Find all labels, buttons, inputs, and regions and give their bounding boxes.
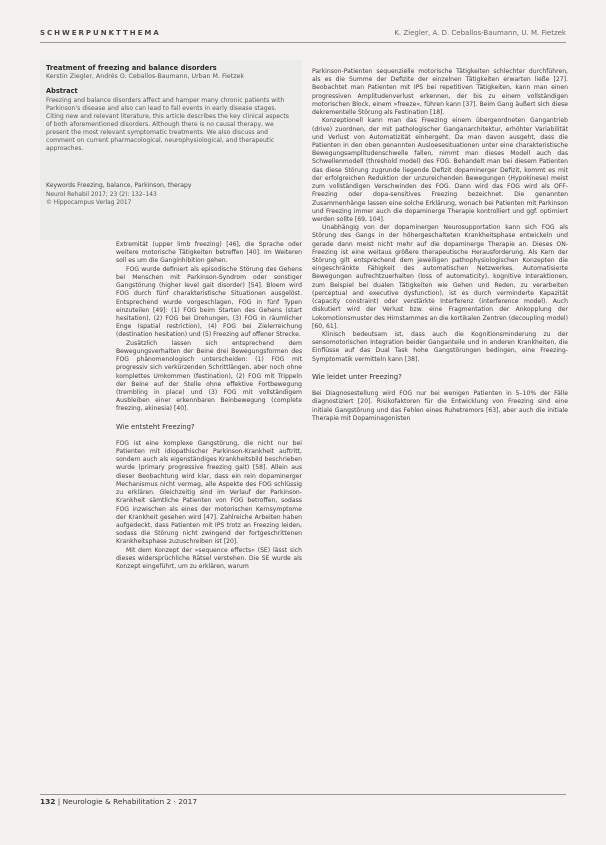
footer-separator: | <box>57 797 63 806</box>
running-header <box>40 27 566 41</box>
header-authors: K. Ziegler, A. D. Ceballos-Baumann, U. M. Fietzek <box>394 29 566 37</box>
paragraph: Mit dem Konzept der »sequence effects« (SE) lässt sich dieses widersprüchliche Rätsel verstehen. Die SE wurde als Konzept eingeführt, um zu erklären, warum <box>116 546 302 571</box>
citation: Neurol Rehabil 2017; 23 (2): 132–143 <box>46 192 157 198</box>
paragraph: Zusätzlich lassen sich entsprechend dem Bewegungsverhalten der Beine drei Bewegungsformen des FOG phänomenologisch unterscheiden: (1) FOG mit progressiv sich verkürzenden Schrittlängen, aber noch ohne komplettes Umkommen (festination), (2) FOG mit Trippeln der Beine auf der Stelle ohne effektive Fortbewegung (trembling in place) und (3) FOG mit vollständigem Ausbleiben einer erkennbaren Beinbewegung (complete freezing, akinesia) [40]. <box>116 339 302 413</box>
header-rule <box>40 42 566 43</box>
journal-name: Neurologie & Rehabilitation 2 · 2017 <box>62 797 198 806</box>
abstract-title: Treatment of freezing and balance disorders <box>46 64 217 72</box>
publisher: © Hippocampus Verlag 2017 <box>46 199 132 206</box>
paragraph: FOG wurde definiert als episodische Störung des Gehens bei Menschen mit Parkinson-Syndrom oder sonstiger Gangstörung (higher level gait disorder) [54]. Bloem wird FOG durch fünf charakteristische Situationen ausgelöst. Entsprechend wurde vorgeschlagen, FOG in fünf Typen einzuteilen [49]: (1) FOG beim Starten des Gehens (start hesitation), (2) FOG bei Drehungen, (3) FOG in räumlicher Enge (spatial restriction), (4) FOG bei Zielerreichung (destination hesitation) und (5) Freezing auf offener Strecke. <box>116 265 302 339</box>
body-column-right <box>312 68 568 423</box>
section-label: SCHWERPUNKTTHEMA <box>40 29 161 37</box>
footer-rule <box>40 794 566 795</box>
section-heading: Wie entsteht Freezing? <box>116 422 195 431</box>
paragraph: Unabhängig von der dopaminergen Neurosupportation kann sich FOG als Störung des Gangs in der höhergeschalteten Krankheitsphase entwickeln und gerade dann meist nicht mehr auf die dopaminerge Therapie an. Dieses ON-Freezing ist eine weitaus größere therapeutische Herausforderung. Als Kern der Störung gilt entsprechend dem jeweiligen pathophysiologischen Konzepten die eingeschränkte Fähigkeit des automatischen Netzwerkes. Automatisierte Bewegungen aufrechtzuerhalten (loss of automaticity), kognitive Interaktionen, zum Beispiel bei dualen Tätigkeiten wie Gehen und Reden, zu verarbeiten (perceptual and executive dysfunction), ist es durch verminderte Kapazität (capacity constraint) oder verstärkte Interferenz (interference model). Auch diskutiert wird der Verlust bzw. eine Fragmentation der Ankopplung der Lokomotionsmuster des Hirnstammes an die kortikalen Zentren (decoupling model) [60, 61]. <box>312 224 568 330</box>
paragraph: Konzeptionell kann man das Freezing einem übergeordneten Gangantrieb (drive) zuordnen, der mit pathologischer Ganganarchitektur, erhöhter Variabilität und Verlust von Automatizität einhergeht. Da man davon ausgeht, dass die Patienten in den oben genannten Ausloesesituationen unter eine charakteristische Bewegungsamplitudenschwelle fallen, nimmt man dieses Modell auch das Schwellenmodell (threshold model) des FOG. Behandelt man bei diesem Patienten das diese Störung zugrunde liegende Defizit dopaminerger Defizit, kommt es mit der erfolgreichen Reduktion der unzureichenden Bewegungen (Hypokinese) meist zum vollständigen Verschwinden des FOG. Dann wird das FOG wird als OFF-Freezing oder dopa-sensitives Freezing bezeichnet. Die genannten Zusammenhänge lassen eine solche Erklärung, wonach bei Patienten mit Parkinson und Freezing immer auch die dopaminerge Therapie kontrolliert und ggf. optimiert werden sollte [69, 104]. <box>312 117 568 223</box>
paragraph: Klinisch bedeutsam ist, dass auch die Kognitionsminderung zu der sensomotorischen Integration beider Ganganteile und in anderen Krankheiten, die Einflüsse auf das Dual Task hohe Gangstörungen bedingen, eine Freezing-Symptomatik vermitteln kann [38]. <box>312 331 568 363</box>
paragraph: Bei Diagnosestellung wird FOG nur bei wenigen Patienten in 5–10% der Fälle diagnostiziert [20]. Risikofaktoren für die Entwicklung von Freezing sind eine initiale Gangstörung und das Fehlen eines Ruhetremors [63], aber auch die initiale Therapie mit Dopaminagonisten <box>312 390 568 422</box>
keywords: Keywords Freezing, balance, Parkinson, therapy <box>46 182 192 189</box>
section-heading: Wie leidet unter Freezing? <box>312 372 402 381</box>
citation-block <box>46 192 296 207</box>
page-footer <box>40 797 197 806</box>
paragraph: Extremität (upper limb freezing) [46], die Sprache oder weitere motorische Tätigkeiten betreffen [40]. Im Weiteren soll es um die Ganginhibition gehen. <box>116 241 302 265</box>
page-number: 132 <box>40 797 56 806</box>
body-column-left <box>116 241 302 571</box>
abstract-heading: Abstract <box>46 87 78 95</box>
abstract-body: Freezing and balance disorders affect and hamper many chronic patients with Parkinson's disease and also can lead to fall events in early disease stages. Citing new and relevant literature, this article describes the key clinical aspects of both aforementioned disorders. Although there is no causal therapy, we present the most relevant symptomatic treatments. We also discuss and comment on current pharmacological, neurophysiological, and therapeutic approaches. <box>46 97 289 152</box>
paragraph: FOG ist eine komplexe Gangstörung, die nicht nur bei Patienten mit idiopathischer Parkinson-Krankheit auftritt, sondern auch als eigenständiges Krankheitsbild beschrieben wurde (primary progressive freezing gait) [58]. Allein aus dieser Beobachtung wird klar, dass ein rein dopaminerger Mechanismus nicht vermag, alle Aspekte des FOG schlüssig zu erklären. Gleichzeitig sind im Verlauf der Parkinson-Krankheit sämtliche Patienten von FOG betroffen, sodass FOG inzwischen als eines der motorischen Kernsymptome der Krankheit gesehen wird [47]. Zahlreiche Arbeiten haben aufgedeckt, dass Patienten mit IPS trotz an Freezing leiden, sodass die Störung nicht zwingend der fortgeschrittenen Krankheitsphase zuzuschreiben ist [20]. <box>116 439 302 546</box>
paragraph: Parkinson-Patienten sequenzielle motorische Tätigkeiten schlechter durchführen, als es die Summe der Defizite der einzelnen Tätigkeiten erwarten ließe [27]. Beobachtet man Patienten mit IPS bei repetitiven Tätigkeiten, kann man einen progressiven Amplitudenverlust erkennen, der bis zu einem vollständigen motorischen Block, einem »freeze«, führen kann [37]. Beim Gang äußert sich diese dekrementelle Störung als Festination [18]. <box>312 68 568 117</box>
abstract-authors: Kerstin Ziegler, Andrés O. Ceballos-Baumann, Urban M. Fietzek <box>46 73 245 80</box>
